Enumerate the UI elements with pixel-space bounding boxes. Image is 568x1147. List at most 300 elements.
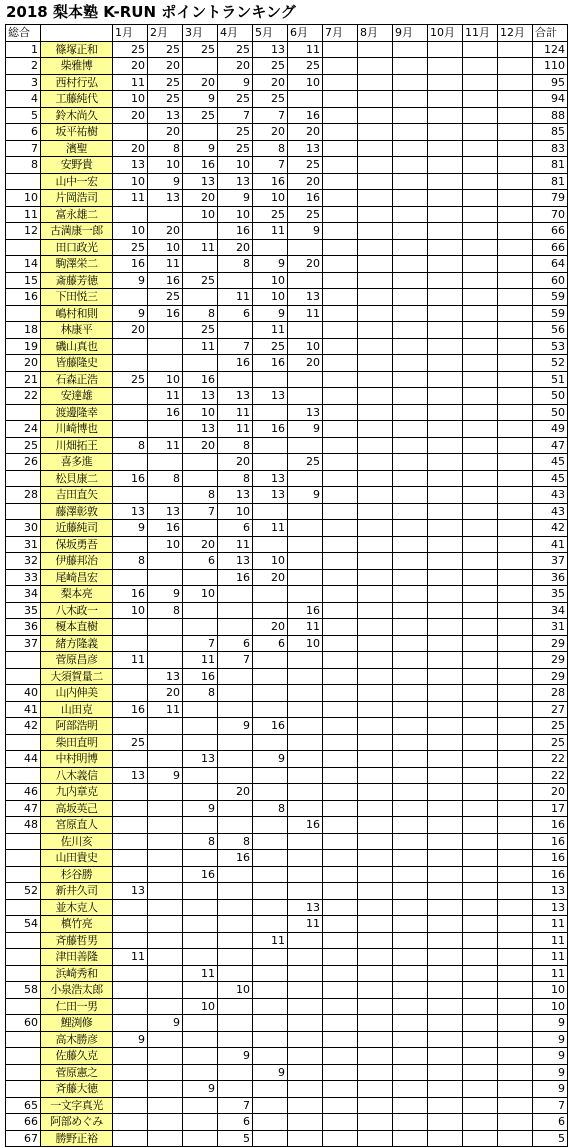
month-points-cell <box>463 404 498 421</box>
month-points-cell <box>428 470 463 487</box>
month-points-cell <box>393 503 428 520</box>
month-points-cell: 7 <box>183 635 218 652</box>
month-points-cell <box>463 520 498 537</box>
rank-cell: 31 <box>6 536 41 553</box>
table-row <box>6 437 568 454</box>
table-row <box>6 223 568 240</box>
month-points-cell <box>428 256 463 273</box>
month-points-cell: 11 <box>113 74 148 91</box>
month-points-cell <box>323 437 358 454</box>
month-points-cell <box>183 883 218 900</box>
table-row <box>6 454 568 471</box>
month-points-cell <box>323 982 358 999</box>
rank-cell <box>6 668 41 685</box>
month-points-cell <box>393 107 428 124</box>
month-points-cell <box>148 338 183 355</box>
month-points-cell <box>463 784 498 801</box>
month-points-cell <box>323 751 358 768</box>
month-points-cell <box>393 173 428 190</box>
month-points-cell: 25 <box>183 41 218 58</box>
month-points-cell <box>183 718 218 735</box>
month-points-cell: 13 <box>218 487 253 504</box>
month-points-cell <box>323 602 358 619</box>
month-points-cell <box>218 751 253 768</box>
month-points-cell <box>428 553 463 570</box>
month-points-cell <box>288 1081 323 1098</box>
month-points-cell <box>253 536 288 553</box>
month-points-cell <box>428 1064 463 1081</box>
month-points-cell <box>463 1064 498 1081</box>
month-points-cell <box>183 949 218 966</box>
month-points-cell <box>428 289 463 306</box>
month-points-cell <box>358 916 393 933</box>
name-cell: 喜多進 <box>41 454 113 471</box>
total-cell: 9 <box>533 1064 568 1081</box>
month-points-cell <box>498 569 533 586</box>
month-points-cell <box>113 635 148 652</box>
month-points-cell: 16 <box>183 668 218 685</box>
month-points-cell <box>323 404 358 421</box>
rank-cell <box>6 899 41 916</box>
month-points-cell <box>113 998 148 1015</box>
month-points-cell: 9 <box>253 751 288 768</box>
month-points-cell: 20 <box>288 124 323 141</box>
table-row <box>6 520 568 537</box>
month-points-cell <box>393 487 428 504</box>
total-cell: 29 <box>533 668 568 685</box>
name-cell: 菅原昌彦 <box>41 652 113 669</box>
rank-cell: 65 <box>6 1097 41 1114</box>
rank-cell <box>6 833 41 850</box>
month-points-cell <box>358 437 393 454</box>
month-points-cell <box>288 569 323 586</box>
month-points-cell <box>183 817 218 834</box>
name-cell: 濱聖 <box>41 140 113 157</box>
month-points-cell <box>183 982 218 999</box>
month-points-cell <box>463 800 498 817</box>
month-points-cell <box>393 767 428 784</box>
month-points-cell <box>358 866 393 883</box>
month-points-cell <box>498 1114 533 1131</box>
month-points-cell: 25 <box>183 272 218 289</box>
month-points-cell <box>183 470 218 487</box>
total-cell: 13 <box>533 883 568 900</box>
month-points-cell <box>218 322 253 339</box>
table-row <box>6 817 568 834</box>
name-cell: 斉藤哲男 <box>41 932 113 949</box>
month-points-cell <box>183 916 218 933</box>
month-points-cell <box>113 487 148 504</box>
month-points-cell <box>323 520 358 537</box>
month-points-cell <box>253 437 288 454</box>
month-points-cell <box>358 718 393 735</box>
month-points-cell <box>428 899 463 916</box>
month-points-cell <box>113 338 148 355</box>
month-points-cell <box>218 949 253 966</box>
month-points-cell <box>393 206 428 223</box>
month-points-cell <box>253 371 288 388</box>
rank-cell: 58 <box>6 982 41 999</box>
month-points-cell <box>323 701 358 718</box>
table-row <box>6 767 568 784</box>
month-points-cell <box>498 322 533 339</box>
month-points-cell <box>428 635 463 652</box>
total-cell: 64 <box>533 256 568 273</box>
month-points-cell <box>218 685 253 702</box>
month-points-cell <box>393 58 428 75</box>
month-points-cell <box>358 289 393 306</box>
month-points-cell <box>358 883 393 900</box>
month-points-cell: 8 <box>253 800 288 817</box>
month-points-cell <box>463 190 498 207</box>
month-points-cell: 25 <box>218 41 253 58</box>
month-points-cell <box>288 850 323 867</box>
month-points-cell <box>393 404 428 421</box>
month-points-cell <box>393 668 428 685</box>
rank-cell <box>6 305 41 322</box>
month-points-cell <box>428 751 463 768</box>
month-points-cell <box>148 866 183 883</box>
header-month: 10月 <box>428 25 463 42</box>
month-points-cell <box>463 982 498 999</box>
month-points-cell <box>148 487 183 504</box>
month-points-cell <box>498 272 533 289</box>
table-row <box>6 140 568 157</box>
month-points-cell <box>323 1015 358 1032</box>
month-points-cell <box>148 850 183 867</box>
month-points-cell <box>253 982 288 999</box>
name-cell: 片岡浩司 <box>41 190 113 207</box>
month-points-cell <box>253 833 288 850</box>
month-points-cell: 16 <box>288 817 323 834</box>
month-points-cell <box>253 503 288 520</box>
month-points-cell: 10 <box>183 586 218 603</box>
month-points-cell <box>463 1130 498 1147</box>
month-points-cell <box>288 685 323 702</box>
name-cell: 梨本亮 <box>41 586 113 603</box>
rank-cell <box>6 866 41 883</box>
month-points-cell <box>358 91 393 108</box>
rank-cell: 28 <box>6 487 41 504</box>
header-month: 4月 <box>218 25 253 42</box>
month-points-cell <box>288 652 323 669</box>
table-row <box>6 338 568 355</box>
month-points-cell <box>323 718 358 735</box>
rank-cell: 14 <box>6 256 41 273</box>
month-points-cell <box>113 685 148 702</box>
name-cell: 嶋村和則 <box>41 305 113 322</box>
month-points-cell <box>463 454 498 471</box>
month-points-cell: 16 <box>113 470 148 487</box>
month-points-cell <box>428 371 463 388</box>
table-row <box>6 1130 568 1147</box>
name-cell: 坂平祐樹 <box>41 124 113 141</box>
month-points-cell <box>393 355 428 372</box>
table-row <box>6 949 568 966</box>
month-points-cell: 16 <box>113 586 148 603</box>
month-points-cell: 13 <box>218 173 253 190</box>
month-points-cell <box>393 437 428 454</box>
month-points-cell: 6 <box>253 635 288 652</box>
month-points-cell <box>288 520 323 537</box>
rank-cell: 66 <box>6 1114 41 1131</box>
name-cell: 伊藤邦治 <box>41 553 113 570</box>
month-points-cell: 9 <box>218 74 253 91</box>
month-points-cell <box>288 388 323 405</box>
name-cell: 小泉浩太郎 <box>41 982 113 999</box>
month-points-cell <box>428 817 463 834</box>
month-points-cell <box>428 1015 463 1032</box>
rank-cell: 37 <box>6 635 41 652</box>
month-points-cell: 11 <box>183 338 218 355</box>
month-points-cell <box>323 338 358 355</box>
month-points-cell <box>393 982 428 999</box>
month-points-cell: 7 <box>183 503 218 520</box>
month-points-cell <box>253 1048 288 1065</box>
month-points-cell: 25 <box>148 91 183 108</box>
month-points-cell: 25 <box>288 454 323 471</box>
month-points-cell <box>358 1114 393 1131</box>
table-row <box>6 503 568 520</box>
table-row <box>6 190 568 207</box>
total-cell: 43 <box>533 503 568 520</box>
month-points-cell <box>393 272 428 289</box>
month-points-cell <box>323 850 358 867</box>
month-points-cell <box>358 404 393 421</box>
month-points-cell <box>358 784 393 801</box>
month-points-cell <box>323 454 358 471</box>
month-points-cell <box>288 1031 323 1048</box>
month-points-cell <box>323 1048 358 1065</box>
month-points-cell <box>428 982 463 999</box>
month-points-cell <box>428 949 463 966</box>
table-row <box>6 569 568 586</box>
month-points-cell: 16 <box>183 157 218 174</box>
table-row <box>6 619 568 636</box>
month-points-cell <box>428 437 463 454</box>
month-points-cell <box>288 536 323 553</box>
month-points-cell: 25 <box>253 338 288 355</box>
month-points-cell: 8 <box>148 470 183 487</box>
total-cell: 51 <box>533 371 568 388</box>
month-points-cell: 10 <box>288 635 323 652</box>
month-points-cell <box>393 866 428 883</box>
month-points-cell <box>358 338 393 355</box>
month-points-cell <box>358 635 393 652</box>
month-points-cell <box>498 454 533 471</box>
rank-cell <box>6 1064 41 1081</box>
table-row <box>6 173 568 190</box>
month-points-cell <box>498 503 533 520</box>
month-points-cell <box>463 734 498 751</box>
table-row <box>6 487 568 504</box>
month-points-cell <box>358 949 393 966</box>
month-points-cell <box>113 833 148 850</box>
rank-cell: 24 <box>6 421 41 438</box>
month-points-cell <box>323 107 358 124</box>
month-points-cell <box>428 619 463 636</box>
month-points-cell: 9 <box>183 1081 218 1098</box>
month-points-cell <box>323 883 358 900</box>
rank-cell: 60 <box>6 1015 41 1032</box>
month-points-cell <box>498 586 533 603</box>
table-row <box>6 536 568 553</box>
month-points-cell <box>463 998 498 1015</box>
rank-cell: 8 <box>6 157 41 174</box>
month-points-cell <box>113 899 148 916</box>
table-row <box>6 1015 568 1032</box>
month-points-cell <box>358 767 393 784</box>
month-points-cell <box>428 569 463 586</box>
month-points-cell <box>498 371 533 388</box>
total-cell: 85 <box>533 124 568 141</box>
name-cell: 新井久司 <box>41 883 113 900</box>
month-points-cell <box>463 503 498 520</box>
month-points-cell <box>393 1130 428 1147</box>
rank-cell <box>6 734 41 751</box>
month-points-cell: 11 <box>148 388 183 405</box>
total-cell: 59 <box>533 289 568 306</box>
month-points-cell: 20 <box>253 74 288 91</box>
month-points-cell <box>253 916 288 933</box>
month-points-cell <box>253 850 288 867</box>
month-points-cell <box>288 751 323 768</box>
month-points-cell: 20 <box>113 322 148 339</box>
month-points-cell <box>498 91 533 108</box>
month-points-cell <box>498 1048 533 1065</box>
month-points-cell: 9 <box>148 586 183 603</box>
month-points-cell <box>323 487 358 504</box>
table-row <box>6 388 568 405</box>
month-points-cell <box>323 355 358 372</box>
month-points-cell: 6 <box>218 635 253 652</box>
month-points-cell <box>428 586 463 603</box>
month-points-cell <box>323 124 358 141</box>
month-points-cell <box>428 157 463 174</box>
month-points-cell <box>393 569 428 586</box>
month-points-cell <box>393 256 428 273</box>
month-points-cell <box>113 355 148 372</box>
month-points-cell <box>253 1031 288 1048</box>
total-cell: 70 <box>533 206 568 223</box>
month-points-cell <box>148 784 183 801</box>
month-points-cell <box>463 932 498 949</box>
month-points-cell <box>498 1130 533 1147</box>
month-points-cell: 10 <box>148 157 183 174</box>
month-points-cell <box>358 272 393 289</box>
month-points-cell <box>498 173 533 190</box>
month-points-cell <box>183 124 218 141</box>
month-points-cell <box>253 883 288 900</box>
month-points-cell: 16 <box>288 190 323 207</box>
month-points-cell: 7 <box>218 107 253 124</box>
rank-cell: 54 <box>6 916 41 933</box>
month-points-cell: 20 <box>148 685 183 702</box>
month-points-cell <box>463 388 498 405</box>
month-points-cell: 9 <box>113 1031 148 1048</box>
month-points-cell: 9 <box>253 1064 288 1081</box>
month-points-cell <box>358 355 393 372</box>
table-row <box>6 932 568 949</box>
month-points-cell <box>463 685 498 702</box>
total-cell: 66 <box>533 223 568 240</box>
month-points-cell: 7 <box>253 157 288 174</box>
month-points-cell <box>393 470 428 487</box>
month-points-cell: 10 <box>218 503 253 520</box>
month-points-cell <box>288 1048 323 1065</box>
month-points-cell <box>323 685 358 702</box>
month-points-cell <box>148 965 183 982</box>
month-points-cell: 16 <box>288 602 323 619</box>
month-points-cell <box>358 1130 393 1147</box>
month-points-cell <box>463 1048 498 1065</box>
month-points-cell: 25 <box>218 124 253 141</box>
month-points-cell <box>393 800 428 817</box>
month-points-cell: 9 <box>183 800 218 817</box>
month-points-cell <box>323 388 358 405</box>
month-points-cell: 13 <box>288 899 323 916</box>
table-row <box>6 1097 568 1114</box>
month-points-cell <box>463 272 498 289</box>
rank-cell: 41 <box>6 701 41 718</box>
month-points-cell <box>428 206 463 223</box>
month-points-cell <box>113 668 148 685</box>
name-cell: 九内章克 <box>41 784 113 801</box>
month-points-cell <box>498 635 533 652</box>
month-points-cell <box>463 767 498 784</box>
month-points-cell <box>113 1130 148 1147</box>
name-cell: 仁田一男 <box>41 998 113 1015</box>
month-points-cell <box>498 602 533 619</box>
month-points-cell <box>323 899 358 916</box>
total-cell: 81 <box>533 173 568 190</box>
month-points-cell <box>428 421 463 438</box>
total-cell: 50 <box>533 404 568 421</box>
month-points-cell <box>148 998 183 1015</box>
total-cell: 36 <box>533 569 568 586</box>
total-cell: 10 <box>533 982 568 999</box>
month-points-cell <box>148 883 183 900</box>
month-points-cell: 13 <box>183 751 218 768</box>
rank-cell: 1 <box>6 41 41 58</box>
name-cell: 榎本直樹 <box>41 619 113 636</box>
total-cell: 11 <box>533 916 568 933</box>
month-points-cell <box>218 371 253 388</box>
total-cell: 41 <box>533 536 568 553</box>
month-points-cell: 20 <box>113 58 148 75</box>
month-points-cell: 25 <box>253 91 288 108</box>
name-cell: 林康平 <box>41 322 113 339</box>
month-points-cell <box>323 652 358 669</box>
month-points-cell <box>428 388 463 405</box>
month-points-cell <box>428 685 463 702</box>
month-points-cell <box>288 701 323 718</box>
month-points-cell: 13 <box>253 388 288 405</box>
month-points-cell: 11 <box>288 305 323 322</box>
month-points-cell: 10 <box>113 223 148 240</box>
rank-cell <box>6 932 41 949</box>
month-points-cell <box>288 322 323 339</box>
month-points-cell <box>358 206 393 223</box>
month-points-cell <box>463 470 498 487</box>
table-row <box>6 668 568 685</box>
month-points-cell <box>358 734 393 751</box>
month-points-cell <box>358 833 393 850</box>
month-points-cell: 20 <box>218 454 253 471</box>
table-row <box>6 239 568 256</box>
month-points-cell: 20 <box>253 619 288 636</box>
month-points-cell <box>358 652 393 669</box>
